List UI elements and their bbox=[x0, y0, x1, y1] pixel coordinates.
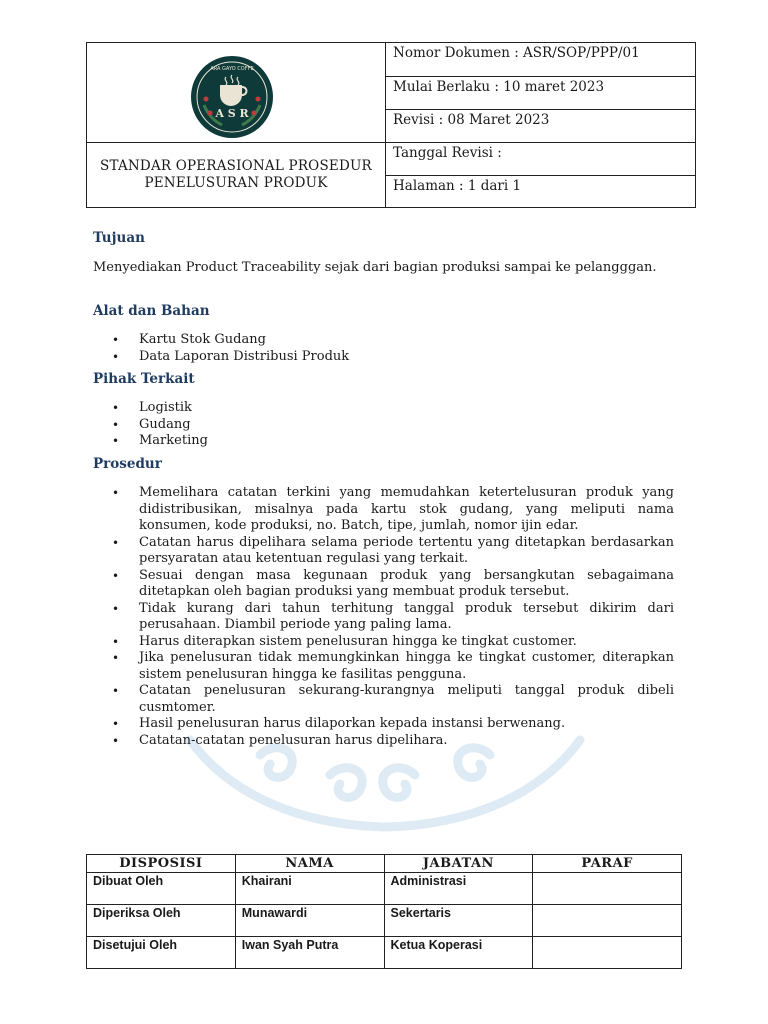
meta-halaman: Halaman : 1 dari 1 bbox=[393, 178, 522, 194]
list-item: • Memelihara catatan terkini yang memudahkan ketertelusuran produk yang didistribusikan, misalnya pada kartu stok gudang, yang meliputi nama konsumen, kode produksi, no. Batch, tipe, jumlah, nomor ijin edar. bbox=[112, 485, 674, 535]
list-item: • Catatan penelusuran sekurang-kurangnya meliputi tanggal produk dibeli cusmtomer. bbox=[112, 683, 674, 716]
header-left-column bbox=[87, 43, 386, 207]
meta-nomor-dokumen: Nomor Dokumen : ASR/SOP/PPP/01 bbox=[386, 43, 695, 77]
pihak-terkait-list bbox=[112, 400, 208, 450]
cell-jabatan: Sekertaris bbox=[384, 905, 533, 937]
title-line-2: PENELUSURAN PRODUK bbox=[144, 175, 328, 191]
list-item: • Jika penelusuran tidak memungkinkan hingga ke tingkat customer, diterapkan sistem penelusuran hingga ke fasilitas pengguna. bbox=[112, 650, 674, 683]
col-header-disposisi: DISPOSISI bbox=[87, 855, 236, 873]
list-item: • Logistik bbox=[112, 400, 208, 417]
cell-disposisi: Dibuat Oleh bbox=[87, 873, 236, 905]
heading-pihak-terkait: Pihak Terkait bbox=[93, 371, 195, 387]
cell-nama: Iwan Syah Putra bbox=[235, 937, 384, 969]
cell-jabatan: Administrasi bbox=[384, 873, 533, 905]
document-title bbox=[87, 143, 385, 207]
table-row bbox=[87, 937, 682, 969]
header-meta-column bbox=[386, 43, 695, 207]
meta-revisi: Revisi : 08 Maret 2023 bbox=[386, 110, 695, 143]
logo-text: A S R bbox=[215, 107, 249, 120]
list-item: • Catatan harus dipelihara selama periode tertentu yang ditetapkan berdasarkan persyaratan atau ketentuan regulasi yang terkait. bbox=[112, 535, 674, 568]
list-item: • Tidak kurang dari tahun terhitung tanggal produk tersebut dikirim dari perusahaan. Diambil periode yang paling lama. bbox=[112, 601, 674, 634]
list-item: • Gudang bbox=[112, 417, 208, 434]
list-item: • Harus diterapkan sistem penelusuran hingga ke tingkat customer. bbox=[112, 634, 674, 651]
logo-cell bbox=[87, 43, 385, 143]
list-item: • Data Laporan Distribusi Produk bbox=[112, 349, 349, 366]
table-row bbox=[87, 873, 682, 905]
cell-nama: Munawardi bbox=[235, 905, 384, 937]
list-item: • Catatan-catatan penelusuran harus dipelihara. bbox=[112, 733, 674, 750]
cell-nama: Khairani bbox=[235, 873, 384, 905]
col-header-nama: NAMA bbox=[235, 855, 384, 873]
alat-bahan-list bbox=[112, 332, 349, 365]
cell-disposisi: Disetujui Oleh bbox=[87, 937, 236, 969]
heading-tujuan: Tujuan bbox=[93, 230, 145, 246]
tujuan-text: Menyediakan Product Traceability sejak dari bagian produksi sampai ke pelangggan. bbox=[93, 260, 657, 275]
list-item: • Hasil penelusuran harus dilaporkan kepada instansi berwenang. bbox=[112, 716, 674, 733]
col-header-jabatan: JABATAN bbox=[384, 855, 533, 873]
meta-mulai-berlaku: Mulai Berlaku : 10 maret 2023 bbox=[386, 77, 695, 110]
list-item: • Kartu Stok Gudang bbox=[112, 332, 349, 349]
col-header-paraf: PARAF bbox=[533, 855, 682, 873]
cell-paraf bbox=[533, 873, 682, 905]
heading-prosedur: Prosedur bbox=[93, 456, 162, 472]
list-item: • Marketing bbox=[112, 433, 208, 450]
cell-paraf bbox=[533, 905, 682, 937]
company-logo bbox=[190, 55, 274, 139]
cell-jabatan: Ketua Koperasi bbox=[384, 937, 533, 969]
cell-paraf bbox=[533, 937, 682, 969]
list-item: • Sesuai dengan masa kegunaan produk yang bersangkutan sebagaimana ditetapkan oleh bagian produksi yang membuat produk tersebut. bbox=[112, 568, 674, 601]
disposisi-table bbox=[86, 854, 682, 969]
title-line-1: STANDAR OPERASIONAL PROSEDUR bbox=[100, 158, 372, 174]
meta-tanggal-revisi: Tanggal Revisi : bbox=[386, 143, 695, 176]
table-header-row bbox=[87, 855, 682, 873]
table-row bbox=[87, 905, 682, 937]
prosedur-list bbox=[112, 485, 674, 749]
logo-ring-text: ARA GAYO COFFE bbox=[210, 66, 254, 72]
heading-alat-bahan: Alat dan Bahan bbox=[93, 303, 210, 319]
document-header-table bbox=[86, 42, 696, 208]
cell-disposisi: Diperiksa Oleh bbox=[87, 905, 236, 937]
